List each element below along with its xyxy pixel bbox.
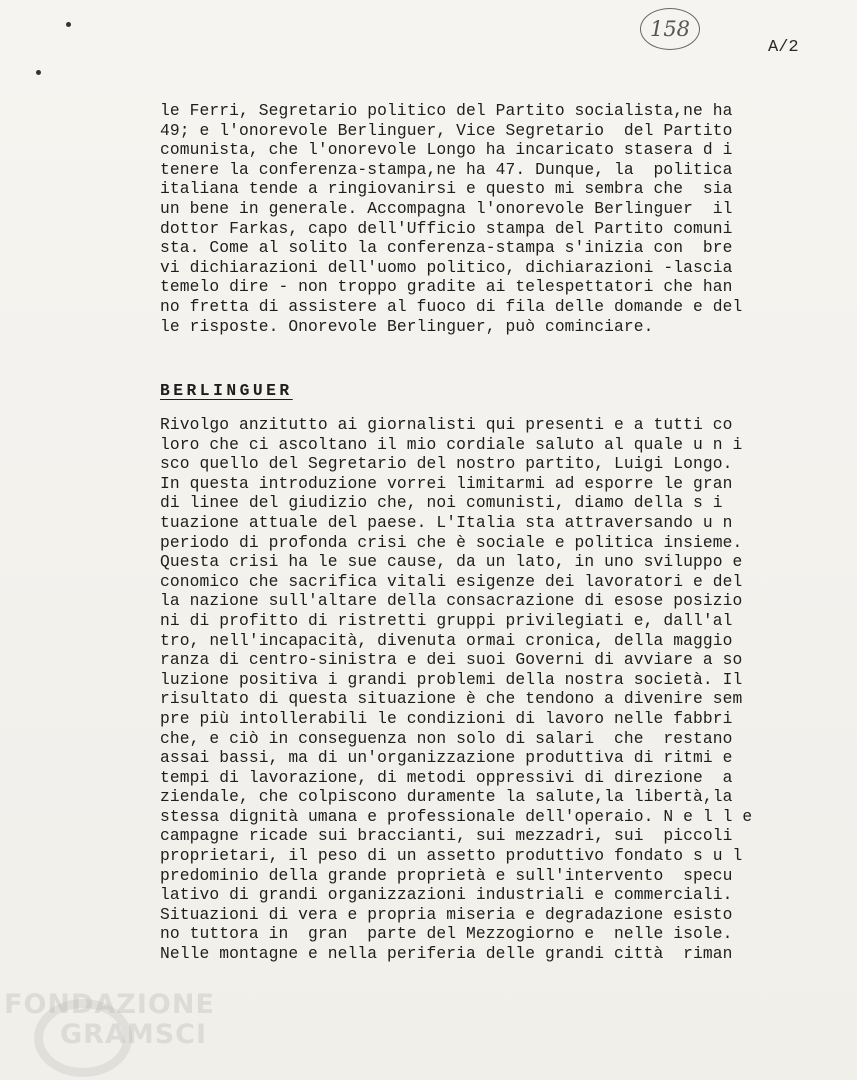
intro-paragraph	[160, 101, 810, 336]
text-line: sco quello del Segretario del nostro partito, Luigi Longo.	[160, 454, 733, 474]
text-line: luzione positiva i grandi problemi della nostra società. Il	[160, 669, 743, 689]
text-line: 49; e l'onorevole Berlinguer, Vice Segretario del Partito	[160, 120, 733, 140]
text-line: tempi di lavorazione, di metodi oppressivi di direzione a	[160, 767, 733, 787]
text-line: dottor Farkas, capo dell'Ufficio stampa del Partito comuni	[160, 218, 733, 238]
text-line: no fretta di assistere al fuoco di fila delle domande e del	[160, 296, 743, 316]
text-line: no tuttora in gran parte del Mezzogiorno e nelle isole.	[160, 924, 733, 944]
text-line: di linee del giudizio che, noi comunisti, diamo della s i	[160, 493, 723, 513]
text-line: che, e ciò in conseguenza non solo di salari che restano	[160, 728, 733, 748]
archive-watermark	[0, 985, 230, 1080]
text-line: tro, nell'incapacità, divenuta ormai cronica, della maggio	[160, 630, 733, 650]
text-line: ranza di centro-sinistra e dei suoi Governi di avviare a so	[160, 650, 743, 670]
text-line: assai bassi, ma di un'organizzazione produttiva di ritmi e	[160, 748, 733, 768]
text-line: lativo di grandi organizzazioni industriali e commerciali.	[160, 885, 733, 905]
text-line: Rivolgo anzitutto ai giornalisti qui presenti e a tutti co	[160, 415, 733, 434]
page-number: A/2	[768, 38, 799, 57]
text-line: campagne ricade sui braccianti, sui mezzadri, sui piccoli	[160, 826, 733, 846]
text-line: vi dichiarazioni dell'uomo politico, dichiarazioni -lascia	[160, 257, 733, 277]
text-line: tuazione attuale del paese. L'Italia sta attraversando u n	[160, 512, 733, 532]
speaker-heading: BERLINGUER	[160, 381, 293, 400]
text-line: predominio della grande proprietà e sull'intervento specu	[160, 865, 733, 885]
text-line: la nazione sull'altare della consacrazione di esose posizio	[160, 591, 743, 611]
text-line: proprietari, il peso di un assetto produttivo fondato s u l	[160, 846, 743, 866]
margin-mark	[36, 70, 41, 75]
text-line: In questa introduzione vorrei limitarmi ad esporre le gran	[160, 473, 733, 493]
text-line: le Ferri, Segretario politico del Partito socialista,ne ha	[160, 101, 733, 120]
text-line: le risposte. Onorevole Berlinguer, può cominciare.	[160, 316, 654, 336]
text-line: periodo di profonda crisi che è sociale e politica insieme.	[160, 532, 743, 552]
text-line: italiana tende a ringiovanirsi e questo mi sembra che sia	[160, 179, 733, 199]
text-line: risultato di questa situazione è che tendono a divenire sem	[160, 689, 743, 709]
text-line: comunista, che l'onorevole Longo ha incaricato stasera d i	[160, 140, 733, 160]
text-line: conomico che sacrifica vitali esigenze dei lavoratori e del	[160, 571, 743, 591]
margin-mark	[66, 22, 71, 27]
watermark-line-2: GRAMSCI	[60, 1019, 208, 1050]
archive-number-stamp: 158	[640, 8, 700, 50]
text-line: pre più intollerabili le condizioni di lavoro nelle fabbri	[160, 708, 733, 728]
text-line: Questa crisi ha le sue cause, da un lato, in uno sviluppo e	[160, 552, 743, 572]
watermark-line-1: FONDAZIONE	[4, 989, 215, 1020]
text-line: Nelle montagne e nella periferia delle grandi città riman	[160, 944, 733, 964]
text-line: ziendale, che colpiscono duramente la salute,la libertà,la	[160, 787, 733, 807]
text-line: sta. Come al solito la conferenza-stampa s'inizia con bre	[160, 238, 733, 258]
text-line: loro che ci ascoltano il mio cordiale saluto al quale u n i	[160, 434, 743, 454]
speech-paragraph	[160, 415, 810, 964]
text-line: tenere la conferenza-stampa,ne ha 47. Dunque, la politica	[160, 159, 733, 179]
text-line: stessa dignità umana e professionale dell'operaio. N e l l e	[160, 806, 753, 826]
text-line: un bene in generale. Accompagna l'onorevole Berlinguer il	[160, 198, 733, 218]
text-line: temelo dire - non troppo gradite ai telespettatori che han	[160, 277, 733, 297]
text-line: Situazioni di vera e propria miseria e degradazione esisto	[160, 904, 733, 924]
text-line: ni di profitto di ristretti gruppi privilegiati e, dall'al	[160, 610, 733, 630]
